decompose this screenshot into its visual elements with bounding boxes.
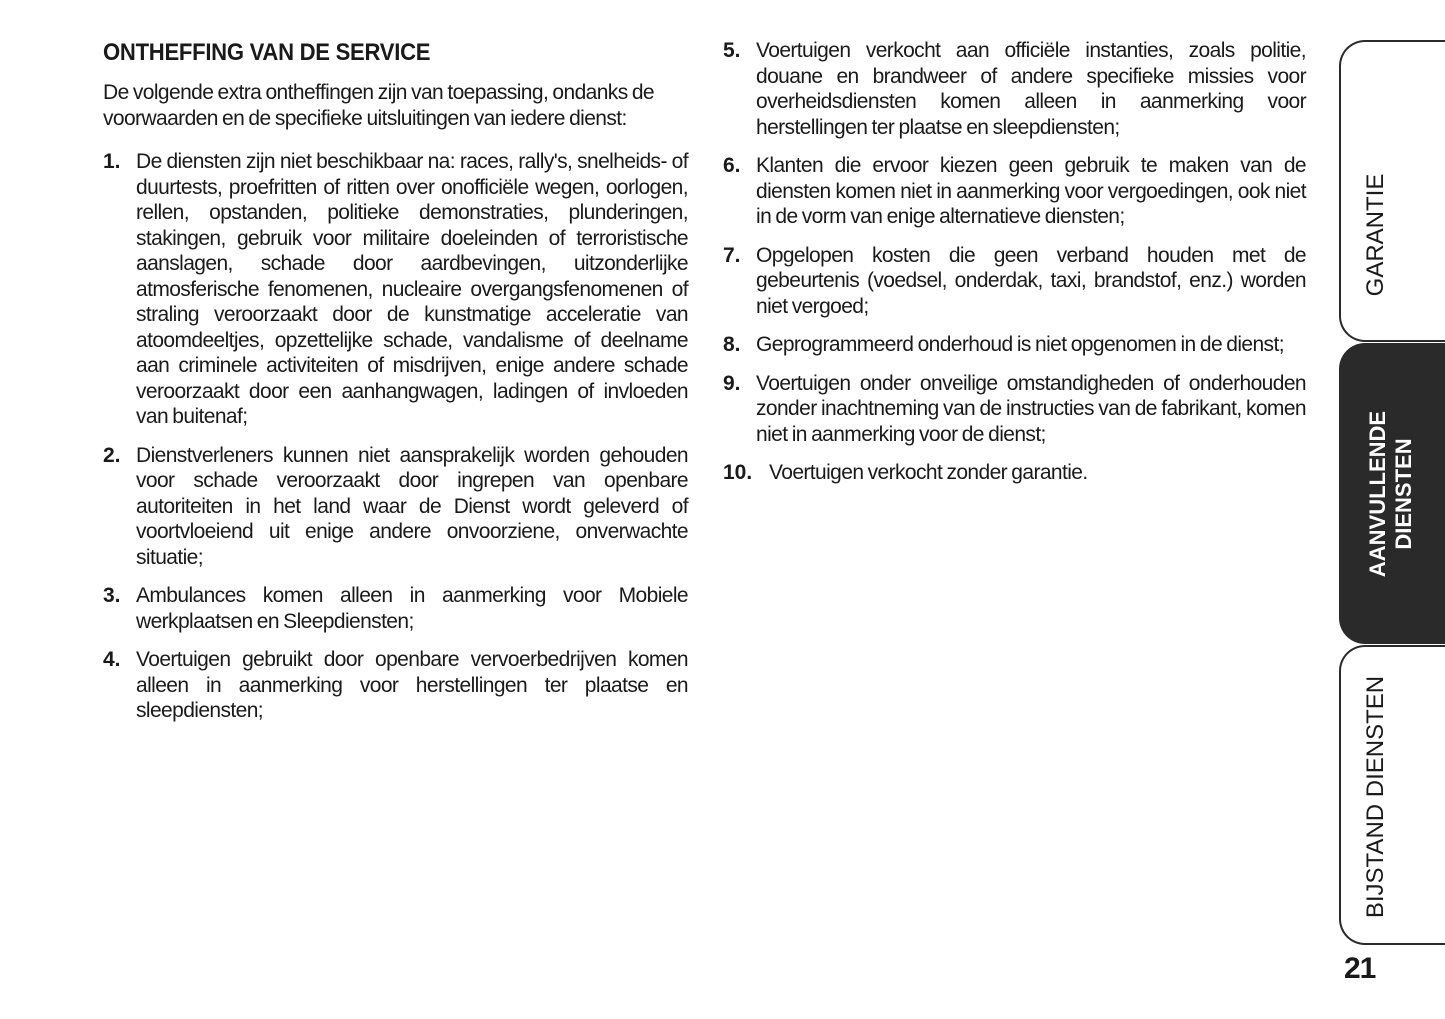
section-intro: De volgende extra ontheffingen zijn van toepassing, ondanks de voorwaarden en de specifieke uitsluitingen van iedere dienst:	[103, 81, 655, 130]
list-item	[103, 443, 688, 571]
list-item-text: Voertuigen gebruikt door openbare vervoerbedrijven komen alleen in aanmerking voor herstellingen ter plaatse en sleepdiensten;	[136, 648, 688, 722]
list-item	[723, 153, 1306, 230]
list-item-text: Geprogrammeerd onderhoud is niet opgenomen in de dienst;	[756, 333, 1284, 356]
list-item-number: 6.	[723, 154, 741, 177]
list-item-number: 4.	[103, 648, 121, 671]
list-item	[723, 38, 1306, 140]
right-column	[723, 38, 1306, 499]
exemption-list-left	[103, 149, 688, 724]
tab-label-line-1: AANVULLENDE	[1365, 410, 1390, 578]
list-item	[103, 647, 688, 724]
tab-aanvullende-diensten-label	[1365, 411, 1417, 577]
tab-label-line-2: DIENSTEN	[1391, 438, 1416, 550]
list-item-text: Voertuigen onder onveilige omstandigheden of onderhouden zonder inachtneming van de instructies van de fabrikant, komen niet in aanmerking voor de dienst;	[756, 371, 1306, 446]
tab-garantie[interactable]	[1339, 40, 1445, 342]
list-item	[103, 583, 688, 634]
exemption-list-right	[723, 38, 1306, 486]
list-item-number: 3.	[103, 584, 121, 607]
section-title: ONTHEFFING VAN DE SERVICE	[103, 39, 431, 66]
tab-aanvullende-diensten[interactable]	[1339, 343, 1445, 644]
list-item	[723, 371, 1306, 448]
list-item-number: 7.	[723, 243, 741, 267]
list-item-text: Voertuigen verkocht aan officiële instanties, zoals politie, douane en brandweer of andere specifieke missies voor overheidsdiensten komen alleen in aanmerking voor herstellingen ter plaatse en sleepdiensten;	[756, 39, 1306, 139]
list-item-number: 9.	[723, 371, 741, 395]
list-item-number: 1.	[103, 150, 121, 173]
list-item-number: 2.	[103, 443, 121, 467]
list-item-text: Voertuigen verkocht zonder garantie.	[769, 461, 1088, 484]
tab-bijstand-diensten-label: BIJSTAND DIENSTEN	[1362, 675, 1389, 919]
list-item-text: Opgelopen kosten die geen verband houden met de gebeurtenis (voedsel, onderdak, taxi, brandstof, enz.) worden niet vergoed;	[756, 243, 1306, 318]
list-item	[723, 243, 1306, 320]
list-item-text: Klanten die ervoor kiezen geen gebruik te maken van de diensten komen niet in aanmerking voor vergoedingen, ook niet in de vorm van enige alternatieve diensten;	[756, 154, 1306, 228]
list-item	[723, 332, 1306, 358]
list-item-text: Dienstverleners kunnen niet aansprakelijk worden gehouden voor schade veroorzaakt door ingrepen van openbare autoriteiten in het land waar de Dienst wordt geleverd of voortvloeiend uit enige andere onvoorziene, onverwachte situatie;	[136, 443, 688, 569]
left-column	[103, 38, 688, 737]
list-item-text: Ambulances komen alleen in aanmerking voor Mobiele werkplaatsen en Sleepdiensten;	[136, 584, 688, 633]
list-item	[723, 460, 1306, 486]
list-item-number: 10.	[723, 461, 753, 484]
list-item-number: 8.	[723, 333, 741, 356]
list-item	[103, 149, 688, 430]
tab-garantie-label: GARANTIE	[1362, 173, 1389, 297]
list-item-text: De diensten zijn niet beschikbaar na: races, rally's, snelheids- of duurtests, proefritten of ritten over onofficiële wegen, oorlogen, rellen, opstanden, politieke demonstraties, plunderingen, stakingen, gebruik voor militaire doeleinden of terroristische aanslagen, schade door aardbevingen, uitzonderlijke atmosferische fenomenen, nucleaire overgangsfenomenen of straling veroorzaakt door de kunstmatige acceleratie van atoomdeeltjes, opzettelijke schade, vandalisme of deelname aan criminele activiteiten of misdrijven, enige andere schade veroorzaakt door een aanhangwagen, ladingen of invloeden van buitenaf;	[136, 150, 688, 428]
page-number: 21	[1344, 952, 1376, 985]
tab-bijstand-diensten[interactable]	[1339, 645, 1445, 945]
list-item-number: 5.	[723, 39, 741, 62]
